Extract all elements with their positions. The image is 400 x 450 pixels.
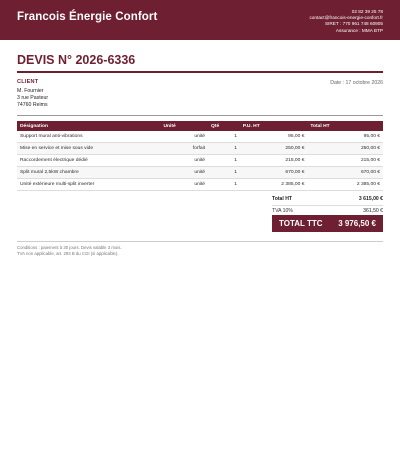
document-date: Date : 17 octobre 2026 — [330, 80, 383, 86]
row-unit-price: 95,00 € — [240, 131, 308, 143]
row-total: 95,00 € — [307, 131, 383, 143]
row-unit-price: 250,00 € — [240, 143, 308, 155]
row-total: 215,00 € — [307, 155, 383, 167]
header-band — [0, 0, 400, 40]
header-unit-price: P.U. HT — [240, 121, 308, 131]
tva-label: TVA 10% — [272, 207, 293, 214]
row-designation: Mise en service et mise sous vide — [17, 143, 161, 155]
table-row — [17, 143, 383, 155]
table-row — [17, 131, 383, 143]
row-unit: unité — [161, 155, 209, 167]
client-street: 3 rue Pasteur — [17, 95, 49, 102]
client-name: M. Fournier — [17, 88, 44, 94]
row-qty: 1 — [208, 179, 240, 191]
row-total: 250,00 € — [307, 143, 383, 155]
total-ht-value: 3 615,00 € — [358, 196, 383, 202]
table-row — [17, 179, 383, 191]
row-unit-price: 2 385,00 € — [240, 179, 308, 191]
items-table — [17, 121, 383, 191]
row-unit-price: 215,00 € — [240, 155, 308, 167]
table-header-row — [17, 121, 383, 131]
conditions-line: Conditions : paiement à 30 jours. Devis valable 3 mois. — [17, 245, 122, 250]
contact-siret: SIRET : 770 961 748 60905 — [324, 21, 383, 27]
company-name: Francois Énergie Confort — [17, 11, 158, 23]
header-unit: Unité — [161, 121, 209, 131]
header-designation: Désignation — [17, 121, 161, 131]
header-total: Total HT — [307, 121, 383, 131]
row-unit: unité — [161, 167, 209, 179]
table-row — [17, 155, 383, 167]
tva-value: 361,50 € — [363, 207, 383, 214]
row-total: 2 385,00 € — [307, 179, 383, 191]
contact-phone: 02 82 39 25 78 — [351, 9, 383, 14]
title-divider — [17, 71, 383, 73]
row-designation: Support mural anti-vibrations — [17, 131, 161, 143]
section-divider — [17, 115, 383, 116]
row-qty: 1 — [208, 131, 240, 143]
row-unit-price: 670,00 € — [240, 167, 308, 179]
total-ht-label: Total HT — [272, 196, 292, 202]
contact-block — [309, 9, 383, 34]
total-ttc-value: 3 976,50 € — [338, 219, 376, 228]
row-designation: Unité extérieure multi-split inverter — [17, 179, 161, 191]
conditions-text — [17, 245, 122, 256]
row-unit: forfait — [161, 143, 209, 155]
row-qty: 1 — [208, 155, 240, 167]
contact-email: contact@francois-energie-confort.fr — [309, 15, 383, 21]
header-qty: Qté — [208, 121, 240, 131]
contact-insurance: Assurance : MMA BTP — [335, 27, 383, 33]
total-ttc-label: TOTAL TTC — [279, 219, 323, 228]
row-qty: 1 — [208, 167, 240, 179]
row-unit: unité — [161, 131, 209, 143]
client-address — [17, 88, 48, 110]
totals-block — [272, 194, 383, 216]
row-qty: 1 — [208, 143, 240, 155]
footer-divider — [17, 241, 383, 242]
row-total: 670,00 € — [307, 167, 383, 179]
total-ttc-box — [272, 215, 383, 232]
client-city: 74760 Reims — [17, 102, 48, 109]
table-row — [17, 167, 383, 179]
total-ht-row — [272, 194, 383, 204]
row-designation: Split mural 2,5kW chambre — [17, 167, 161, 179]
row-designation: Raccordement électrique dédié — [17, 155, 161, 167]
client-label: CLIENT — [17, 79, 39, 85]
conditions-line: TVA non applicable, art. 293 B du CGI (si applicable). — [17, 250, 119, 256]
row-unit: unité — [161, 179, 209, 191]
document-title: DEVIS N° 2026-6336 — [17, 53, 136, 67]
